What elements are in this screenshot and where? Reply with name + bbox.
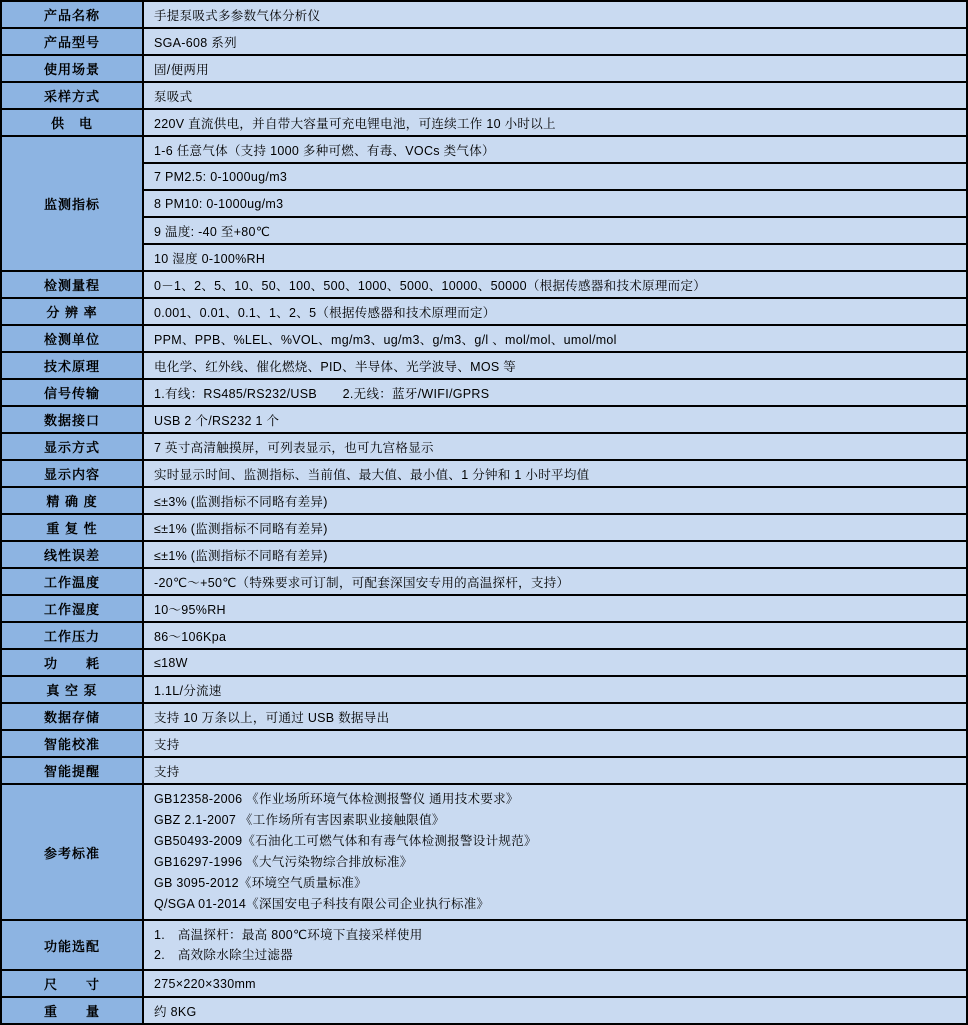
spec-label: 数据存储 <box>1 703 143 730</box>
spec-label: 显示内容 <box>1 460 143 487</box>
spec-row-technical-principle <box>1 352 967 379</box>
spec-value <box>143 784 967 920</box>
spec-row-vacuum-pump <box>1 676 967 703</box>
spec-value: 9 温度: -40 至+80℃ <box>143 217 967 244</box>
spec-value: 实时显示时间、监测指标、当前值、最大值、最小值、1 分钟和 1 小时平均值 <box>143 460 967 487</box>
spec-label: 产品名称 <box>1 1 143 28</box>
spec-row-repeatability <box>1 514 967 541</box>
spec-row-detection-range <box>1 271 967 298</box>
spec-row-working-temperature <box>1 568 967 595</box>
spec-label: 显示方式 <box>1 433 143 460</box>
spec-label: 功 耗 <box>1 649 143 676</box>
spec-value: ≤±1% (监测指标不同略有差异) <box>143 514 967 541</box>
spec-label: 检测量程 <box>1 271 143 298</box>
spec-row-resolution <box>1 298 967 325</box>
spec-label: 线性误差 <box>1 541 143 568</box>
spec-value: 支持 <box>143 757 967 784</box>
spec-value: 10～95%RH <box>143 595 967 622</box>
spec-value-line: Q/SGA 01-2014《深国安电子科技有限公司企业执行标准》 <box>154 897 490 911</box>
spec-label: 供 电 <box>1 109 143 136</box>
spec-value: ≤±1% (监测指标不同略有差异) <box>143 541 967 568</box>
spec-subrow <box>1 217 967 244</box>
spec-value: 220V 直流供电，并自带大容量可充电锂电池，可连续工作 10 小时以上 <box>143 109 967 136</box>
spec-value: 固/便两用 <box>143 55 967 82</box>
spec-value: 7 PM2.5: 0-1000ug/m3 <box>143 163 967 190</box>
spec-row-usage-scene <box>1 55 967 82</box>
spec-value: 1-6 任意气体（支持 1000 多种可燃、有毒、VOCs 类气体） <box>143 136 967 163</box>
spec-row-data-interface <box>1 406 967 433</box>
spec-subrow <box>1 163 967 190</box>
spec-label: 采样方式 <box>1 82 143 109</box>
spec-label: 智能校准 <box>1 730 143 757</box>
spec-row-dimensions <box>1 970 967 997</box>
spec-label: 智能提醒 <box>1 757 143 784</box>
spec-label: 产品型号 <box>1 28 143 55</box>
spec-label: 技术原理 <box>1 352 143 379</box>
spec-label: 功能选配 <box>1 920 143 970</box>
spec-label: 尺 寸 <box>1 970 143 997</box>
spec-row-smart-calibration <box>1 730 967 757</box>
spec-row-detection-unit <box>1 325 967 352</box>
spec-row-model <box>1 28 967 55</box>
spec-row-accuracy <box>1 487 967 514</box>
spec-row-weight <box>1 997 967 1024</box>
spec-row-working-pressure <box>1 622 967 649</box>
spec-value: 1.有线：RS485/RS232/USB 2.无线：蓝牙/WIFI/GPRS <box>143 379 967 406</box>
spec-value: 275×220×330mm <box>143 970 967 997</box>
spec-label: 分 辨 率 <box>1 298 143 325</box>
spec-value: 约 8KG <box>143 997 967 1024</box>
spec-label: 重 复 性 <box>1 514 143 541</box>
spec-row-smart-reminder <box>1 757 967 784</box>
spec-row-power-consumption <box>1 649 967 676</box>
spec-value-line: GB12358-2006 《作业场所环境气体检测报警仪 通用技术要求》 <box>154 792 519 806</box>
spec-label: 工作湿度 <box>1 595 143 622</box>
spec-label: 重 量 <box>1 997 143 1024</box>
spec-label: 信号传输 <box>1 379 143 406</box>
spec-value: 1.1L/分流速 <box>143 676 967 703</box>
spec-value-line: GB50493-2009《石油化工可燃气体和有毒气体检测报警设计规范》 <box>154 834 537 848</box>
spec-value: 7 英寸高清触摸屏，可列表显示，也可九宫格显示 <box>143 433 967 460</box>
spec-value: USB 2 个/RS232 1 个 <box>143 406 967 433</box>
spec-label: 工作压力 <box>1 622 143 649</box>
spec-row-linearity-error <box>1 541 967 568</box>
spec-value <box>143 920 967 970</box>
spec-value: 0－1、2、5、10、50、100、500、1000、5000、10000、50000（根据传感器和技术原理而定） <box>143 271 967 298</box>
spec-label: 监测指标 <box>1 136 143 271</box>
spec-value-line: 2. 高效除水除尘过滤器 <box>154 948 294 962</box>
spec-row-signal-transmission <box>1 379 967 406</box>
spec-value-line: 1. 高温探杆：最高 800℃环境下直接采样使用 <box>154 928 423 942</box>
spec-value: 泵吸式 <box>143 82 967 109</box>
spec-row-reference-standards <box>1 784 967 920</box>
spec-value-line: GBZ 2.1-2007 《工作场所有害因素职业接触限值》 <box>154 813 445 827</box>
spec-value-line: GB16297-1996 《大气污染物综合排放标准》 <box>154 855 413 869</box>
spec-row-working-humidity <box>1 595 967 622</box>
spec-value: -20℃～+50℃（特殊要求可订制，可配套深国安专用的高温探杆，支持） <box>143 568 967 595</box>
spec-label: 精 确 度 <box>1 487 143 514</box>
spec-label: 工作温度 <box>1 568 143 595</box>
spec-value: PPM、PPB、%LEL、%VOL、mg/m3、ug/m3、g/m3、g/l 、mol/mol、umol/mol <box>143 325 967 352</box>
spec-label: 数据接口 <box>1 406 143 433</box>
spec-value: 86～106Kpa <box>143 622 967 649</box>
spec-value: SGA-608 系列 <box>143 28 967 55</box>
spec-row-data-storage <box>1 703 967 730</box>
spec-row-display-content <box>1 460 967 487</box>
spec-value: 10 湿度 0-100%RH <box>143 244 967 271</box>
spec-value: ≤18W <box>143 649 967 676</box>
spec-label: 真 空 泵 <box>1 676 143 703</box>
spec-value: 8 PM10: 0-1000ug/m3 <box>143 190 967 217</box>
spec-value: 电化学、红外线、催化燃烧、PID、半导体、光学波导、MOS 等 <box>143 352 967 379</box>
spec-label: 参考标准 <box>1 784 143 920</box>
spec-row-monitor-indicators <box>1 136 967 163</box>
spec-subrow <box>1 244 967 271</box>
spec-value: 0.001、0.01、0.1、1、2、5（根据传感器和技术原理而定） <box>143 298 967 325</box>
spec-row-product-name <box>1 1 967 28</box>
spec-label: 使用场景 <box>1 55 143 82</box>
spec-value: ≤±3% (监测指标不同略有差异) <box>143 487 967 514</box>
spec-subrow <box>1 190 967 217</box>
spec-value: 支持 10 万条以上，可通过 USB 数据导出 <box>143 703 967 730</box>
spec-row-sampling-method <box>1 82 967 109</box>
spec-row-power-supply <box>1 109 967 136</box>
spec-label: 检测单位 <box>1 325 143 352</box>
spec-value: 手提泵吸式多参数气体分析仪 <box>143 1 967 28</box>
spec-value-line: GB 3095-2012《环境空气质量标准》 <box>154 876 367 890</box>
spec-row-display-mode <box>1 433 967 460</box>
spec-value: 支持 <box>143 730 967 757</box>
spec-row-optional-features <box>1 920 967 970</box>
